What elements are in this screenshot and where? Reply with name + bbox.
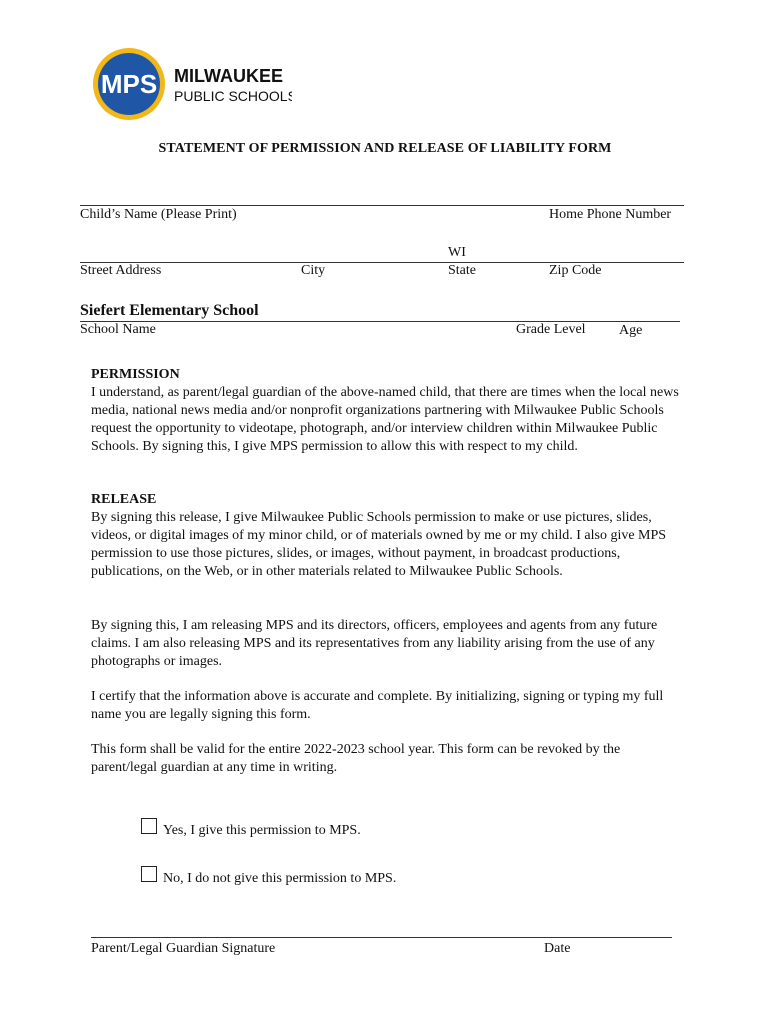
home-phone-label: Home Phone Number: [549, 207, 672, 222]
signature-label: Parent/Legal Guardian Signature: [91, 941, 276, 956]
yes-permission-label: Yes, I give this permission to MPS.: [163, 823, 361, 838]
claims-paragraph: By signing this, I am releasing MPS and its directors, officers, employees and agents from any future claims. I am also releasing MPS and its representatives from any liability arising from the use of any photographs or images.: [91, 618, 658, 669]
grade-level-label: Grade Level: [516, 322, 586, 337]
validity-paragraph: This form shall be valid for the entire 2022-2023 school year. This form can be revoked by the parent/legal guardian at any time in writing.: [91, 742, 621, 775]
street-address-label: Street Address: [80, 263, 162, 278]
no-permission-checkbox[interactable]: [141, 866, 157, 882]
logo-line2: PUBLIC SCHOOLS: [174, 88, 292, 104]
release-text: By signing this release, I give Milwaukee Public Schools permission to make or use pictures, slides, videos, or digital images of my minor child, or of materials owned by me or my child. I also give MPS permission to use those pictures, slides, or images, without payment, in broadcast productions, publications, on the Web, or in other materials related to Milwaukee Public Schools.: [91, 510, 667, 579]
permission-section: [91, 366, 681, 456]
school-line[interactable]: [80, 321, 680, 322]
child-name-label: Child’s Name (Please Print): [80, 207, 237, 222]
school-name-value: Siefert Elementary School: [80, 302, 259, 319]
logo-letters: MPS: [100, 69, 158, 99]
age-label: Age: [619, 323, 643, 338]
school-name-label: School Name: [80, 322, 156, 337]
no-permission-label: No, I do not give this permission to MPS.: [163, 871, 397, 886]
date-label: Date: [544, 941, 571, 956]
mps-logo-graphic: [92, 46, 292, 126]
permission-heading: PERMISSION: [91, 367, 180, 382]
zip-code-label: Zip Code: [549, 263, 602, 278]
certify-paragraph: I certify that the information above is accurate and complete. By initializing, signing or typing my full name you are legally signing this form.: [91, 689, 664, 722]
permission-text: I understand, as parent/legal guardian of the above-named child, that there are times when the local news media, national news media and/or nonprofit organizations partnering with Milwaukee Public Schools request the opportunity to videotape, photograph, and/or interview children within Milwaukee Public Schools. By signing this, I give MPS permission to allow this with respect to my child.: [91, 385, 679, 454]
state-value: WI: [448, 245, 466, 260]
state-label: State: [448, 263, 476, 278]
logo-line1: MILWAUKEE: [174, 66, 284, 86]
release-section: [91, 491, 681, 581]
yes-permission-checkbox[interactable]: [141, 818, 157, 834]
release-heading: RELEASE: [91, 492, 157, 507]
city-label: City: [301, 263, 326, 278]
form-title: STATEMENT OF PERMISSION AND RELEASE OF LIABILITY FORM: [158, 141, 612, 156]
child-name-line[interactable]: [80, 205, 684, 206]
mps-logo: [92, 46, 292, 126]
signature-line[interactable]: [91, 937, 672, 938]
